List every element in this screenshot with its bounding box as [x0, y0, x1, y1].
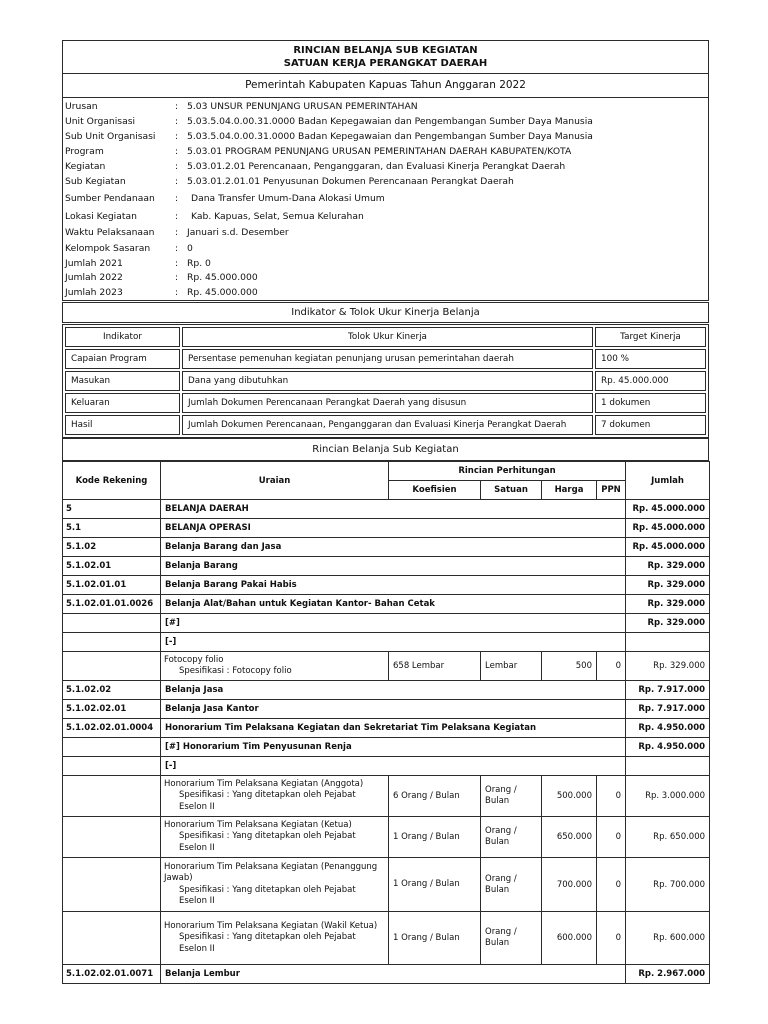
- account-total: Rp. 45.000.000: [626, 500, 710, 519]
- account-code: [63, 614, 161, 633]
- info-separator: :: [175, 286, 179, 298]
- line-item-row: [63, 817, 710, 858]
- account-description: BELANJA OPERASI: [161, 519, 626, 538]
- line-item-jumlah: Rp. 3.000.000: [626, 776, 710, 817]
- info-value: 0: [187, 242, 193, 254]
- account-code: [63, 633, 161, 652]
- info-value: 5.03.5.04.0.00.31.0000 Badan Kepegawaian dan Pengembangan Sumber Daya Manusia: [187, 131, 593, 142]
- account-code: 5.1.02.02.01: [63, 700, 161, 719]
- info-separator: :: [175, 146, 179, 157]
- indikator-tolok-ukur: Jumlah Dokumen Perencanaan, Penganggaran dan Evaluasi Kinerja Perangkat Daerah: [182, 415, 593, 435]
- line-item-jumlah: Rp. 650.000: [626, 817, 710, 858]
- info-label: Jumlah 2021: [65, 257, 123, 269]
- empty-code-cell: [63, 776, 161, 817]
- info-label: Waktu Pelaksanaan: [65, 227, 155, 238]
- info-row-jumlah-2023: [63, 285, 708, 299]
- col-header-tolok-ukur: Tolok Ukur Kinerja: [182, 327, 593, 347]
- account-code: [63, 757, 161, 776]
- line-item-spec: Spesifikasi : Yang ditetapkan oleh Pejabat Eselon II: [179, 790, 356, 812]
- line-item-harga: 650.000: [542, 817, 597, 858]
- info-separator: :: [175, 101, 179, 112]
- line-item-koefisien: 1 Orang / Bulan: [389, 912, 481, 965]
- line-item-description: [161, 858, 389, 912]
- info-row-sumber-pendanaan: [63, 189, 708, 207]
- line-item-name: Fotocopy folio: [164, 654, 224, 665]
- subgroup-total: [626, 757, 710, 776]
- group-marker-row: [63, 614, 710, 633]
- line-item-name: Honorarium Tim Pelaksana Kegiatan (Anggota): [164, 778, 364, 789]
- indikator-heading: Indikator & Tolok Ukur Kinerja Belanja: [62, 302, 709, 323]
- account-description: Belanja Lembur: [161, 965, 626, 984]
- account-code: 5.1.02.02: [63, 681, 161, 700]
- line-item-harga: 700.000: [542, 858, 597, 912]
- line-item-harga: 500.000: [542, 776, 597, 817]
- info-value: 5.03.01.2.01.01 Penyusunan Dokumen Perencanaan Perangkat Daerah: [187, 176, 514, 187]
- info-separator: :: [175, 161, 179, 172]
- account-row: [63, 538, 710, 557]
- subgroup-marker-row: [63, 633, 710, 652]
- info-value: Rp. 0: [187, 257, 211, 269]
- info-value: 5.03 UNSUR PENUNJANG URUSAN PEMERINTAHAN: [187, 101, 418, 112]
- info-separator: :: [175, 257, 179, 269]
- col-header-rincian-perhitungan: Rincian Perhitungan: [389, 462, 626, 481]
- indikator-target: 7 dokumen: [595, 415, 706, 435]
- indikator-target: 100 %: [595, 349, 706, 369]
- indikator-row: [65, 393, 706, 413]
- col-header-target: Target Kinerja: [595, 327, 706, 347]
- line-item-spec: Spesifikasi : Yang ditetapkan oleh Pejabat Eselon II: [179, 831, 356, 853]
- account-row: [63, 519, 710, 538]
- info-separator: :: [175, 227, 179, 238]
- info-separator: :: [175, 272, 179, 283]
- group-marker-row: [63, 738, 710, 757]
- empty-code-cell: [63, 912, 161, 965]
- line-item-satuan: Orang / Bulan: [481, 817, 542, 858]
- line-item-satuan: Orang / Bulan: [481, 776, 542, 817]
- line-item-row: [63, 912, 710, 965]
- line-item-description: [161, 912, 389, 965]
- line-item-satuan: Orang / Bulan: [481, 858, 542, 912]
- line-item-description: [161, 652, 389, 681]
- info-label: Urusan: [65, 101, 98, 112]
- account-description: Belanja Barang Pakai Habis: [161, 576, 626, 595]
- info-label: Program: [65, 146, 104, 157]
- document-header: [62, 40, 709, 301]
- info-row-kegiatan: [63, 159, 708, 174]
- account-code: 5.1: [63, 519, 161, 538]
- info-value: 5.03.01 PROGRAM PENUNJANG URUSAN PEMERINTAHAN DAERAH KABUPATEN/KOTA: [187, 146, 572, 157]
- line-item-ppn: 0: [597, 652, 626, 681]
- account-code: 5.1.02.01.01.0026: [63, 595, 161, 614]
- account-code: 5.1.02.02.01.0004: [63, 719, 161, 738]
- indikator-tolok-ukur: Dana yang dibutuhkan: [182, 371, 593, 391]
- info-label: Kelompok Sasaran: [65, 242, 151, 254]
- info-label: Unit Organisasi: [65, 116, 136, 127]
- line-item-name: Honorarium Tim Pelaksana Kegiatan (Wakil Ketua): [164, 920, 378, 931]
- line-item-name: Honorarium Tim Pelaksana Kegiatan (Penanggung Jawab): [164, 861, 378, 883]
- col-header-kode-rekening: Kode Rekening: [63, 462, 161, 500]
- account-description: Honorarium Tim Pelaksana Kegiatan dan Sekretariat Tim Pelaksana Kegiatan: [161, 719, 626, 738]
- info-row-unit-organisasi: [63, 114, 708, 129]
- info-label: Kegiatan: [65, 161, 106, 172]
- account-total: Rp. 2.967.000: [626, 965, 710, 984]
- account-row: [63, 700, 710, 719]
- info-value: Rp. 45.000.000: [187, 286, 258, 298]
- account-row: [63, 576, 710, 595]
- account-total: Rp. 4.950.000: [626, 719, 710, 738]
- account-code: 5.1.02.01.01: [63, 576, 161, 595]
- account-description: Belanja Jasa: [161, 681, 626, 700]
- line-item-spec: Spesifikasi : Yang ditetapkan oleh Pejabat Eselon II: [179, 884, 356, 906]
- col-header-uraian: Uraian: [161, 462, 389, 500]
- line-item-ppn: 0: [597, 858, 626, 912]
- col-header-ppn: PPN: [597, 481, 626, 500]
- line-item-row: [63, 652, 710, 681]
- account-description: Belanja Barang: [161, 557, 626, 576]
- info-value: Dana Transfer Umum-Dana Alokasi Umum: [191, 192, 385, 204]
- group-total: Rp. 329.000: [626, 614, 710, 633]
- indikator-table: [62, 324, 709, 438]
- subgroup-marker-row: [63, 757, 710, 776]
- indikator-target: Rp. 45.000.000: [595, 371, 706, 391]
- account-description: Belanja Jasa Kantor: [161, 700, 626, 719]
- line-item-satuan: Orang / Bulan: [481, 912, 542, 965]
- info-table: [63, 99, 708, 299]
- col-header-koefisien: Koefisien: [389, 481, 481, 500]
- info-row-sub-kegiatan: [63, 174, 708, 189]
- line-item-koefisien: 1 Orang / Bulan: [389, 817, 481, 858]
- account-total: Rp. 329.000: [626, 576, 710, 595]
- empty-code-cell: [63, 858, 161, 912]
- document-title: RINCIAN BELANJA SUB KEGIATAN: [293, 45, 478, 56]
- government-year-line: Pemerintah Kabupaten Kapuas Tahun Anggaran 2022: [63, 74, 708, 98]
- info-separator: :: [175, 242, 179, 254]
- info-row-jumlah-2022: [63, 270, 708, 285]
- info-value: Rp. 45.000.000: [187, 272, 258, 283]
- line-item-jumlah: Rp. 700.000: [626, 858, 710, 912]
- account-code: 5.1.02.01: [63, 557, 161, 576]
- line-item-ppn: 0: [597, 776, 626, 817]
- group-total: Rp. 4.950.000: [626, 738, 710, 757]
- line-item-description: [161, 817, 389, 858]
- line-item-row: [63, 776, 710, 817]
- indikator-name: Capaian Program: [65, 349, 180, 369]
- subgroup-marker: [-]: [161, 633, 626, 652]
- indikator-row: [65, 371, 706, 391]
- table-header-row: [63, 462, 710, 481]
- info-separator: :: [175, 176, 179, 187]
- info-row-program: [63, 144, 708, 159]
- line-item-harga: 500: [542, 652, 597, 681]
- account-code: [63, 738, 161, 757]
- info-label: Sub Kegiatan: [65, 176, 126, 187]
- info-row-jumlah-2021: [63, 256, 708, 270]
- indikator-name: Masukan: [65, 371, 180, 391]
- line-item-jumlah: Rp. 329.000: [626, 652, 710, 681]
- line-item-ppn: 0: [597, 912, 626, 965]
- account-row: [63, 500, 710, 519]
- col-header-indikator: Indikator: [65, 327, 180, 347]
- account-description: BELANJA DAERAH: [161, 500, 626, 519]
- info-row-urusan: [63, 99, 708, 114]
- subgroup-total: [626, 633, 710, 652]
- empty-code-cell: [63, 652, 161, 681]
- account-total: Rp. 45.000.000: [626, 538, 710, 557]
- info-row-waktu-pelaksanaan: [63, 225, 708, 240]
- info-row-kelompok-sasaran: [63, 240, 708, 256]
- account-code: 5: [63, 500, 161, 519]
- line-item-ppn: 0: [597, 817, 626, 858]
- indikator-header-row: [65, 327, 706, 347]
- budget-detail-table: [62, 461, 710, 984]
- line-item-harga: 600.000: [542, 912, 597, 965]
- account-row: [63, 557, 710, 576]
- line-item-description: [161, 776, 389, 817]
- info-row-sub-unit-organisasi: [63, 129, 708, 144]
- group-marker: [#]: [161, 614, 626, 633]
- line-item-koefisien: 6 Orang / Bulan: [389, 776, 481, 817]
- indikator-name: Keluaran: [65, 393, 180, 413]
- line-item-spec: Spesifikasi : Fotocopy folio: [179, 666, 292, 676]
- indikator-name: Hasil: [65, 415, 180, 435]
- info-value: 5.03.5.04.0.00.31.0000 Badan Kepegawaian dan Pengembangan Sumber Daya Manusia: [187, 116, 593, 127]
- line-item-koefisien: 658 Lembar: [389, 652, 481, 681]
- account-total: Rp. 329.000: [626, 595, 710, 614]
- info-row-lokasi-kegiatan: [63, 207, 708, 225]
- title-block: [63, 41, 708, 74]
- col-header-jumlah: Jumlah: [626, 462, 710, 500]
- document-title-unit: SATUAN KERJA PERANGKAT DAERAH: [283, 58, 488, 69]
- line-item-satuan: Lembar: [481, 652, 542, 681]
- indikator-row: [65, 415, 706, 435]
- line-item-spec: Spesifikasi : Yang ditetapkan oleh Pejabat Eselon II: [179, 932, 356, 954]
- account-description: Belanja Barang dan Jasa: [161, 538, 626, 557]
- account-total: Rp. 7.917.000: [626, 700, 710, 719]
- info-label: Jumlah 2022: [65, 272, 123, 283]
- account-code: 5.1.02.02.01.0071: [63, 965, 161, 984]
- info-label: Jumlah 2023: [65, 286, 123, 298]
- line-item-koefisien: 1 Orang / Bulan: [389, 858, 481, 912]
- account-row: [63, 965, 710, 984]
- account-code: 5.1.02: [63, 538, 161, 557]
- subgroup-marker: [-]: [161, 757, 626, 776]
- indikator-tolok-ukur: Jumlah Dokumen Perencanaan Perangkat Daerah yang disusun: [182, 393, 593, 413]
- indikator-target: 1 dokumen: [595, 393, 706, 413]
- account-row: [63, 595, 710, 614]
- col-header-satuan: Satuan: [481, 481, 542, 500]
- account-row: [63, 719, 710, 738]
- indikator-row: [65, 349, 706, 369]
- account-total: Rp. 7.917.000: [626, 681, 710, 700]
- info-value: Januari s.d. Desember: [187, 227, 289, 238]
- line-item-row: [63, 858, 710, 912]
- rincian-heading: Rincian Belanja Sub Kegiatan: [62, 438, 709, 461]
- indikator-tolok-ukur: Persentase pemenuhan kegiatan penunjang urusan pemerintahan daerah: [182, 349, 593, 369]
- info-value: 5.03.01.2.01 Perencanaan, Penganggaran, dan Evaluasi Kinerja Perangkat Daerah: [187, 161, 566, 172]
- account-row: [63, 681, 710, 700]
- info-separator: :: [175, 131, 179, 142]
- account-total: Rp. 329.000: [626, 557, 710, 576]
- info-label: Lokasi Kegiatan: [65, 210, 137, 222]
- group-marker: [#] Honorarium Tim Penyusunan Renja: [161, 738, 626, 757]
- account-description: Belanja Alat/Bahan untuk Kegiatan Kantor- Bahan Cetak: [161, 595, 626, 614]
- info-label: Sumber Pendanaan: [65, 192, 155, 204]
- info-separator: :: [175, 116, 179, 127]
- info-label: Sub Unit Organisasi: [65, 131, 156, 142]
- line-item-name: Honorarium Tim Pelaksana Kegiatan (Ketua): [164, 819, 352, 830]
- empty-code-cell: [63, 817, 161, 858]
- account-total: Rp. 45.000.000: [626, 519, 710, 538]
- line-item-jumlah: Rp. 600.000: [626, 912, 710, 965]
- info-separator: :: [175, 192, 179, 204]
- col-header-harga: Harga: [542, 481, 597, 500]
- info-separator: :: [175, 210, 179, 222]
- info-value: Kab. Kapuas, Selat, Semua Kelurahan: [191, 210, 364, 222]
